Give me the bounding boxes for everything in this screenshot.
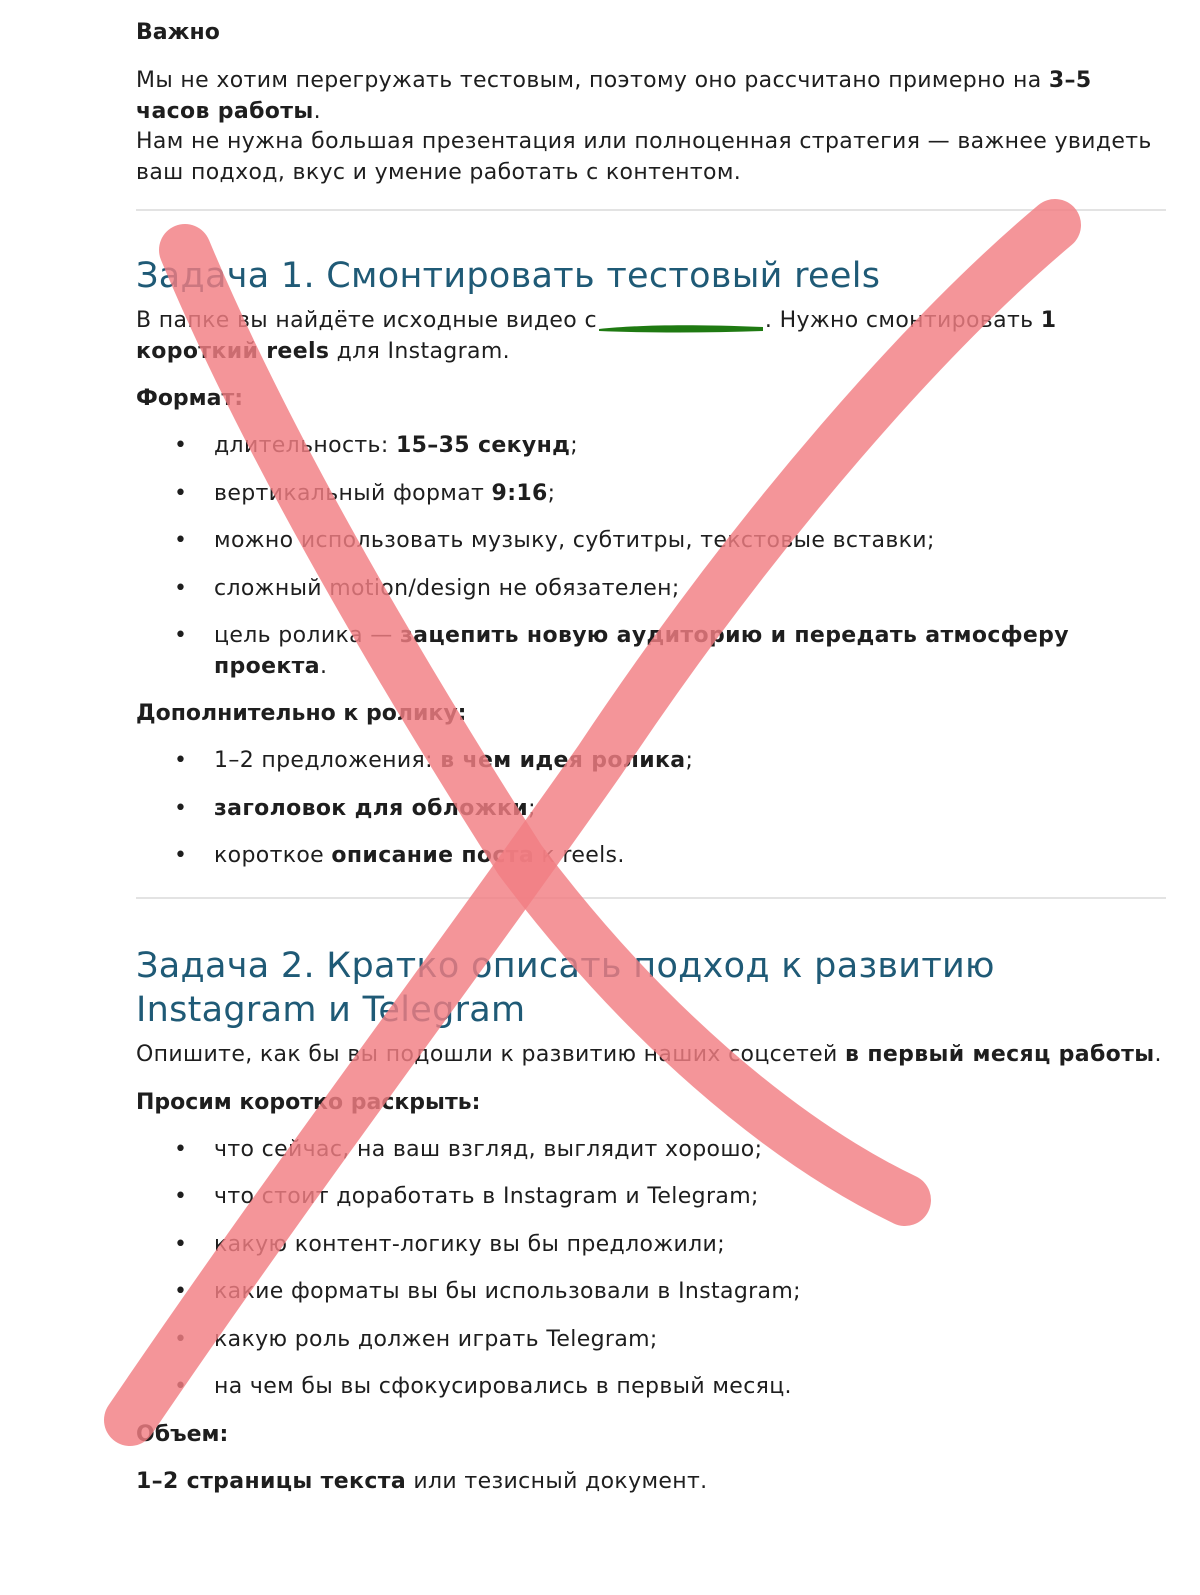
bullet-icon: • [174,1374,188,1399]
ask-heading: Просим коротко раскрыть: [136,1089,481,1115]
format-list [136,431,1166,682]
divider [136,897,1166,899]
bullet-icon: • [174,433,188,458]
bullet-icon: • [174,748,188,773]
task2-title: Задача 2. Кратко описать подход к развитию Instagram и Telegram [136,946,995,1030]
volume-heading: Объем: [136,1421,229,1447]
task1-section [136,254,1166,872]
list-item: • сложный motion/design не обязателен; [136,574,1166,605]
bullet-icon: • [174,1184,188,1209]
bullet-icon: • [174,575,188,601]
list-item: • можно использовать музыку, субтитры, текстовые вставки; [136,526,1166,557]
list-item: • 1–2 предложения: в чем идея ролика; [136,746,1166,777]
bullet-icon: • [174,1231,188,1257]
task2-intro: Опишите, как бы вы подошли к развитию наших соцсетей в первый месяц работы. [136,1042,1162,1067]
list-item: • вертикальный формат 9:16; [136,479,1166,510]
task2-section [136,944,1166,1497]
task1-title: Задача 1. Смонтировать тестовый reels [136,256,881,296]
divider [136,209,1166,211]
redaction-mark [597,314,765,328]
bullet-icon: • [174,795,188,821]
list-item: • заголовок для обложки; [136,794,1166,825]
list-item: • цель ролика — зацепить новую аудиторию и передать атмосферу проекта. [174,623,1069,679]
bullet-icon: • [174,623,188,648]
bullet-icon: • [174,843,188,868]
important-heading: Важно [136,20,220,45]
list-item: • какую роль должен играть Telegram; [136,1325,1166,1356]
list-item: • какую контент-логику вы бы предложили; [136,1230,1166,1261]
bullet-icon: • [174,480,188,506]
list-item: • короткое описание поста к reels. [136,841,1166,872]
format-heading: Формат: [136,386,244,411]
list-item: • какие форматы вы бы использовали в Instagram; [136,1277,1166,1308]
list-item: • на чем бы вы сфокусировались в первый месяц. [136,1372,1166,1403]
bullet-icon: • [174,1136,188,1162]
list-item: • что сейчас, на ваш взгляд, выглядит хорошо; [136,1135,1166,1166]
bullet-icon: • [174,1326,188,1352]
extra-list [136,746,1166,872]
important-paragraph-1: Мы не хотим перегружать тестовым, поэтому оно рассчитано примерно на 3–5 часов работы. [136,68,1092,124]
ask-list [136,1135,1166,1403]
list-item: • длительность: 15–35 секунд; [136,431,1166,462]
important-section [136,18,1166,188]
volume-text: 1–2 страницы текста или тезисный документ. [136,1468,708,1494]
bullet-icon: • [174,1279,188,1304]
important-paragraph-2: Нам не нужна большая презентация или полноценная стратегия — важнее увидеть ваш подход, вкус и умение работать с контентом. [136,129,1152,185]
bullet-icon: • [174,528,188,553]
extra-heading: Дополнительно к ролику: [136,701,467,726]
list-item: • что стоит доработать в Instagram и Telegram; [136,1182,1166,1213]
task1-intro: В папке вы найдёте исходные видео с . Нужно смонтировать 1 короткий reels для Instagram. [136,308,1057,364]
